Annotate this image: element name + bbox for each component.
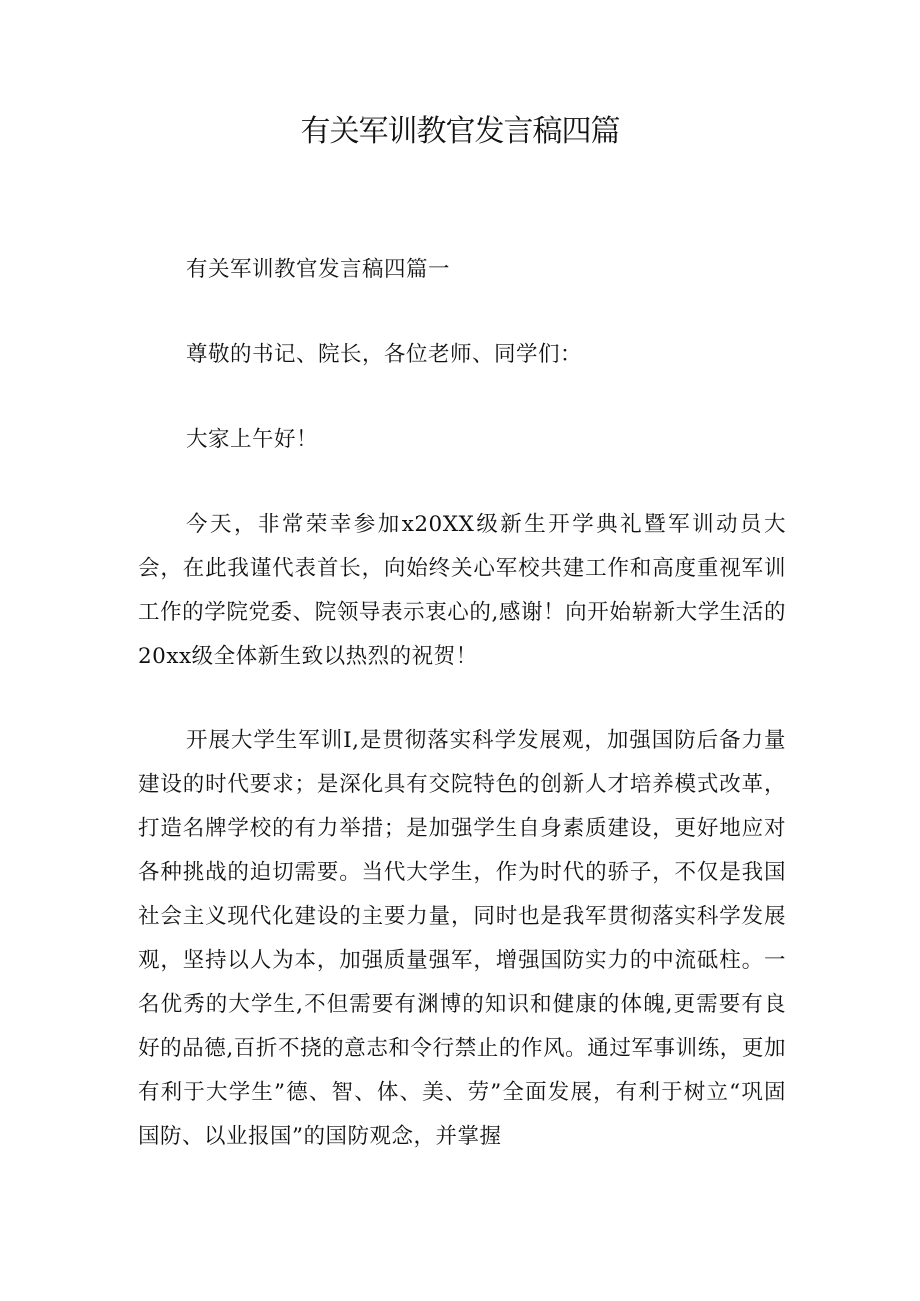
greeting: 大家上午好！ [186,427,319,452]
paragraph: 开展大学生军训I,是贯彻落实科学发展观，加强国防后备力量建设的时代要求；是深化具有交院特色的创新人才培养模式改革，打造名牌学校的有力举措；是加强学生自身素质建设，更好地应对各种挑战的迫切需要。当代大学生，作为时代的骄子，不仅是我国社会主义现代化建设的主要力量，同时也是我军贯彻落实科学发展观，坚持以人为本，加强质量强军，增强国防实力的中流砥柱。一名优秀的大学生,不但需要有渊博的知识和健康的体魄,更需要有良好的品德,百折不挠的意志和令行禁止的作风。通过军事训练，更加有利于大学生”德、智、体、美、劳”全面发展，有利于树立“巩固国防、以业报国”的国防观念，并掌握 [138,728,786,1149]
paragraph: 今天，非常荣幸参加x20XX级新生开学典礼暨军训动员大会，在此我谨代表首长，向始终关心军校共建工作和高度重视军训工作的学院党委、院领导表示衷心的,感谢！向开始崭新大学生活的20xx级全体新生致以热烈的祝贺！ [138,512,786,669]
section-heading: 有关军训教官发言稿四篇一 [186,257,451,282]
document-title: 有关军训教官发言稿四篇 [300,114,620,149]
salutation: 尊敬的书记、院长，各位老师、同学们： [186,342,583,367]
